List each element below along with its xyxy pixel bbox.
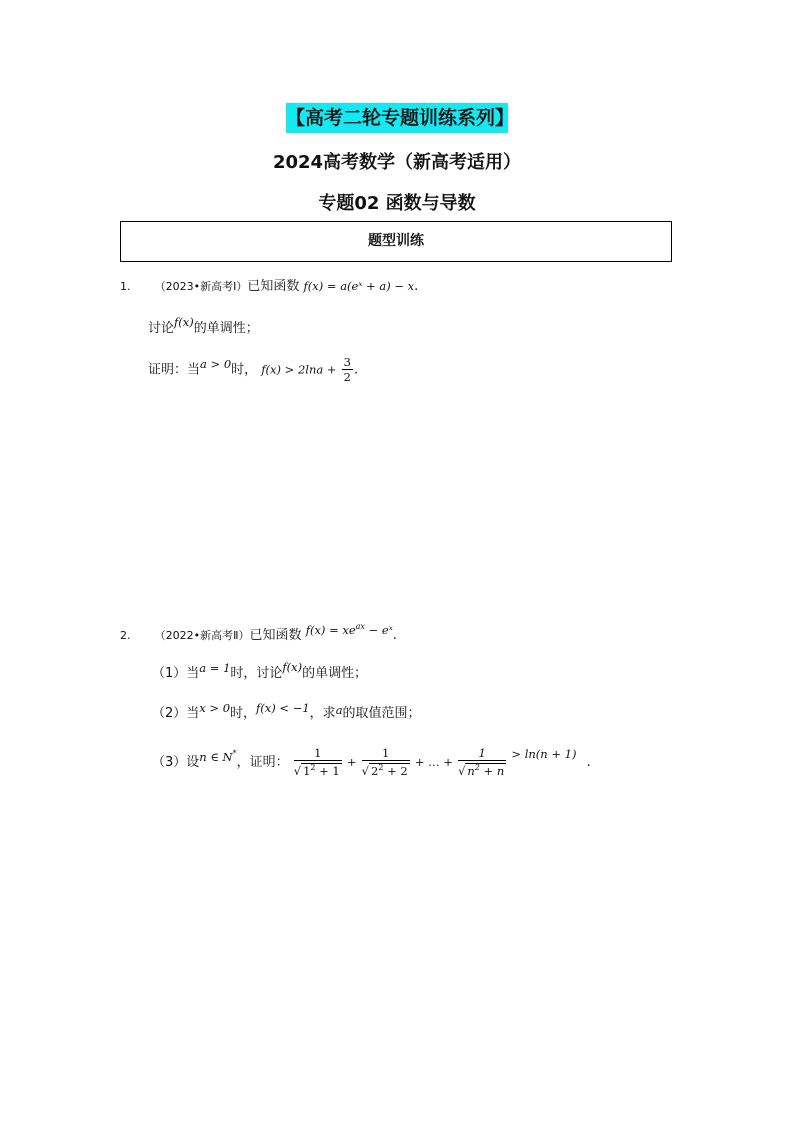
term-tail: + 2 [383,763,408,778]
part-text: 讨论 [148,321,175,336]
math-inequality: f(x) > 2lna + [261,362,337,377]
period: . [353,362,359,378]
math-condition: x > 0 [199,701,231,715]
problem-2-part-2 [152,703,421,724]
part-text: ，求 [309,706,336,721]
problem-source: （2022•新高考Ⅱ） [154,628,250,642]
page-title: 2024高考数学（新高考适用） [272,152,522,173]
fraction-denominator: 2 [343,370,351,384]
function-base: f(x) = xe [305,622,356,637]
part-text: 时， [231,362,258,378]
period: . [392,627,397,643]
part-text: ，证明： [236,754,289,770]
part-label: （3）设 [152,754,200,770]
function-tail: − eˣ [364,622,393,637]
problem-2-part-1 [152,660,368,684]
math-set [199,750,236,764]
problem-text: 已知函数 [247,279,300,294]
problem-1-part-2 [148,356,358,384]
math-condition: a > 0 [200,356,232,371]
term-base: 2 [371,763,379,778]
math-condition: a = 1 [199,661,231,675]
math-fx: f(x) [282,660,303,674]
math-fx: f(x) [174,315,194,329]
part-text: 时，讨论 [230,666,283,681]
topic-title: 专题02 函数与导数 [318,193,476,214]
part-label: （1）当 [152,666,200,681]
part-text: 的单调性； [193,321,259,336]
problem-text: 已知函数 [249,627,302,643]
series-title: 【高考二轮专题训练系列】 [286,103,508,133]
function-formula [306,623,393,637]
series-term-1 [294,747,342,778]
term-base: n [467,763,475,778]
term-base: 1 [303,763,311,778]
fraction [342,356,353,384]
term-tail: + n [479,763,505,778]
ellipsis: + … + [414,754,453,769]
problem-1-stem [120,276,418,297]
part-text: 证明：当 [148,362,201,378]
term-numerator: 1 [294,747,342,761]
math-set-sup: * [232,749,237,758]
term-denominator: √ $1^2 + 1$ [293,762,340,778]
function-formula: f(x) = a(eˣ + a) − x [303,279,415,293]
term-numerator: 1 [362,747,410,761]
fraction-numerator: 3 [343,355,351,369]
problem-number: 2. [120,628,131,642]
problem-2-part-3 [152,744,591,778]
math-inequality: f(x) < −1 [256,701,310,715]
series-term-2 [362,747,410,778]
part-text: 时， [230,706,257,721]
term-numerator: 1 [458,747,506,761]
problem-source: （2023•新高考Ⅰ） [154,280,248,293]
term-denominator: √ $n^2 + n$ [458,762,505,778]
function-exponent: ax [355,622,365,631]
math-variable: a [335,703,343,717]
term-tail: + 1 [315,763,340,778]
section-heading: 题型训练 [120,221,672,262]
term-denominator: √ $2^2 + 2$ [361,762,408,778]
problem-1-part-1 [148,315,259,339]
period: . [586,754,591,770]
period: . [414,279,419,294]
plus-sign: + [346,754,357,769]
math-set-text: n ∈ N [199,749,233,764]
series-term-n [458,747,506,778]
part-text: 的单调性； [302,666,368,681]
part-text: 的取值范围； [342,706,421,721]
problem-number: 1. [120,280,131,293]
problem-2-stem [120,622,397,646]
math-inequality: > ln(n + 1) [511,746,577,761]
part-label: （2）当 [152,706,200,721]
